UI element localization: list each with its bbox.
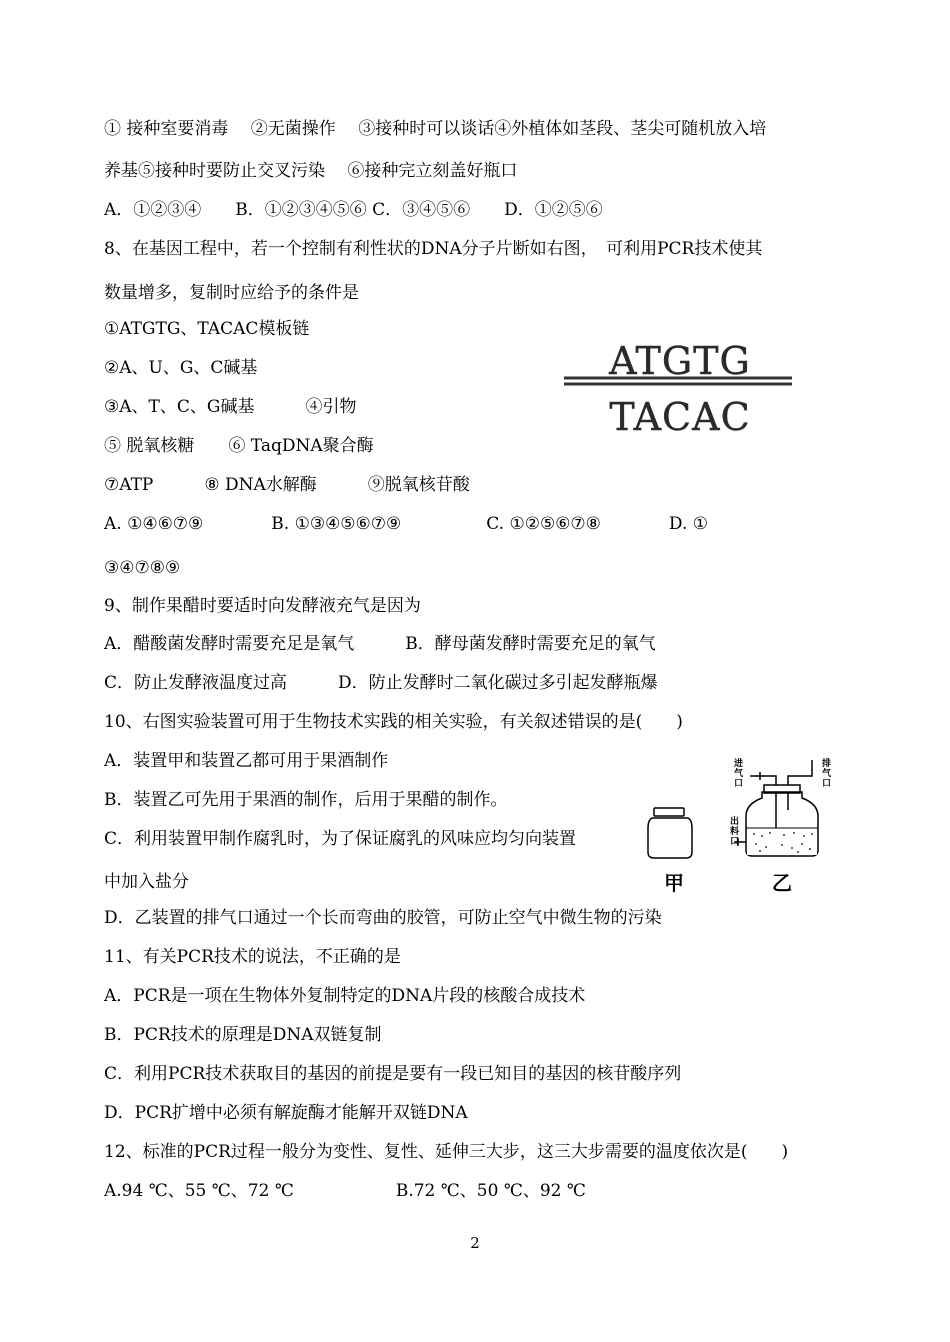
text-line: 养基⑤接种时要防止交叉污染 ⑥接种完立刻盖好瓶口: [104, 161, 518, 181]
text-line: B．PCR技术的原理是DNA双链复制: [104, 1025, 382, 1045]
page-number: 2: [470, 1234, 480, 1252]
text-line: B．装置乙可先用于果酒的制作，后用于果醋的制作。: [104, 790, 508, 810]
dna-fragment-figure: [562, 340, 794, 440]
jar-jia: [648, 808, 692, 858]
label-inlet: [733, 757, 744, 789]
text-line: C．防止发酵液温度过高 D．防止发酵时二氧化碳过多引起发酵瓶爆: [104, 673, 658, 693]
question-12-stem: 12、标准的PCR过程一般分为变性、复性、延伸三大步，这三大步需要的温度依次是( ): [104, 1142, 789, 1162]
text-line: A. ①④⑥⑦⑨ B. ①③④⑤⑥⑦⑨ C. ①②⑤⑥⑦⑧ D. ①: [104, 514, 708, 534]
dna-bottom-strand: TACAC: [609, 395, 751, 439]
text-line: A．醋酸菌发酵时需要充足是氧气 B．酵母菌发酵时需要充足的氧气: [104, 634, 656, 654]
text-line: A．装置甲和装置乙都可用于果酒制作: [104, 751, 389, 771]
question-10-stem: 10、右图实验装置可用于生物技术实践的相关实验，有关叙述错误的是( ): [104, 712, 683, 732]
text-line: ②A、U、G、C碱基: [104, 358, 258, 378]
text-line: ③④⑦⑧⑨: [104, 558, 181, 578]
text-line: D．乙装置的排气口通过一个长而弯曲的胶管，可防止空气中微生物的污染: [104, 908, 662, 928]
label-inlet-text: 进气口: [734, 759, 744, 789]
text-line: ⑤ 脱氧核糖 ⑥ TaqDNA聚合酶: [104, 436, 374, 456]
text-line: 数量增多，复制时应给予的条件是: [104, 283, 359, 303]
label-outlet-text: 出料口: [730, 817, 740, 847]
label-exhaust-text: 排气口: [822, 759, 832, 789]
text-line: C．利用装置甲制作腐乳时，为了保证腐乳的风味应均匀向装置: [104, 829, 577, 849]
question-9-stem: 9、制作果醋时要适时向发酵液充气是因为: [104, 596, 421, 616]
text-line: ① 接种室要消毒 ②无菌操作 ③接种时可以谈话④外植体如茎段、茎尖可随机放入培: [104, 119, 767, 139]
dna-top-strand: ATGTG: [609, 340, 751, 383]
text-line: A．PCR是一项在生物体外复制特定的DNA片段的核酸合成技术: [104, 986, 586, 1006]
text-line: ①ATGTG、TACAC模板链: [104, 319, 310, 339]
text-line: A.94 ℃、55 ℃、72 ℃ B.72 ℃、50 ℃、92 ℃: [104, 1181, 586, 1201]
text-line: ⑦ATP ⑧ DNA水解酶 ⑨脱氧核苷酸: [104, 475, 470, 495]
text-line: C．利用PCR技术获取目的基因的前提是要有一段已知目的基因的核苷酸序列: [104, 1064, 682, 1084]
label-outlet: [730, 815, 739, 847]
question-8-stem: 8、在基因工程中，若一个控制有利性状的DNA分子片断如右图， 可利用PCR技术使其: [104, 239, 763, 259]
label-exhaust: [821, 757, 832, 789]
fermentation-apparatus-figure: [642, 752, 842, 897]
text-line: D．PCR扩增中必须有解旋酶才能解开双链DNA: [104, 1103, 468, 1123]
text-line: 中加入盐分: [104, 872, 189, 892]
label-jia: 甲: [664, 871, 684, 895]
text-line: A．①②③④ B．①②③④⑤⑥ C．③④⑤⑥ D．①②⑤⑥: [104, 200, 603, 220]
text-line: ③A、T、C、G碱基 ④引物: [104, 397, 357, 417]
label-yi: 乙: [772, 871, 792, 895]
question-11-stem: 11、有关PCR技术的说法，不正确的是: [104, 947, 401, 967]
